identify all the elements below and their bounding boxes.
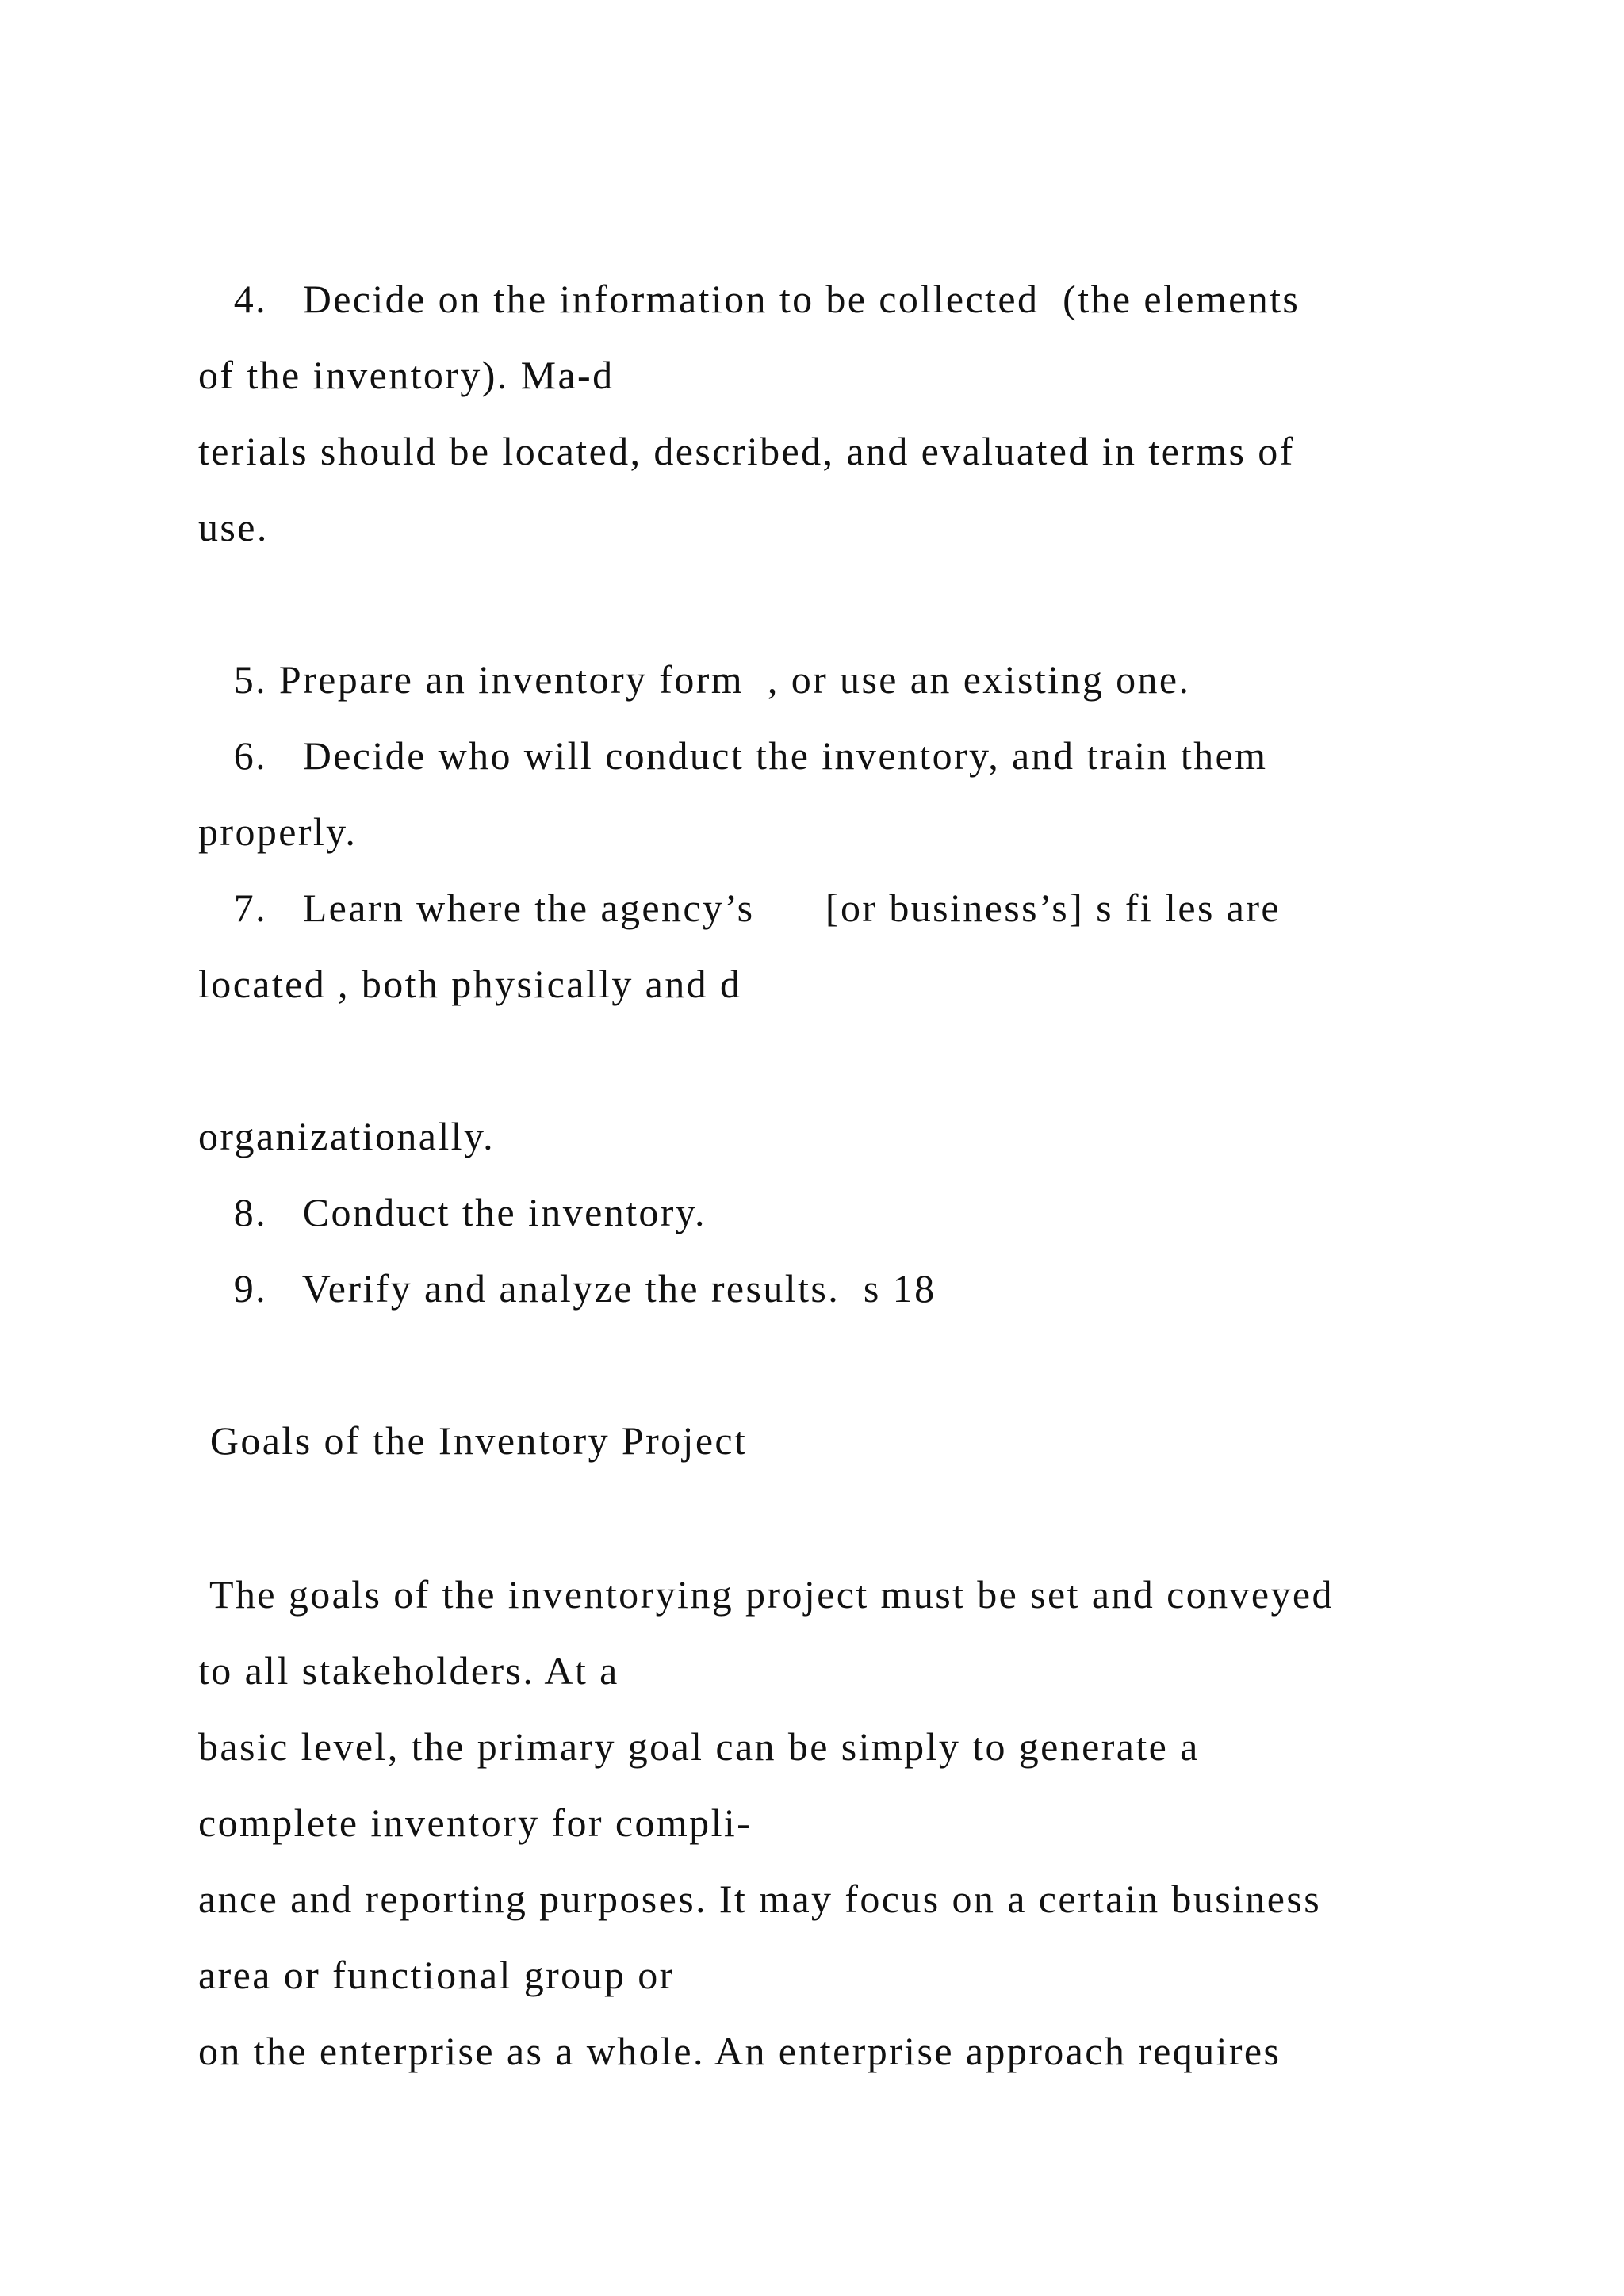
text-line: 5. Prepare an inventory form , or use an existing one. <box>198 657 1191 702</box>
text-line: 6. Decide who will conduct the inventory, and train them <box>198 733 1268 778</box>
text-line: complete inventory for compli- <box>198 1800 753 1845</box>
text-line: properly. <box>198 809 358 854</box>
text-line: area or functional group or <box>198 1953 675 1997</box>
text-line: The goals of the inventorying project must be set and conveyed <box>198 1572 1334 1617</box>
text-line: on the enterprise as a whole. An enterprise approach requires <box>198 2029 1281 2073</box>
text-line: organizationally. <box>198 1114 496 1158</box>
text-line: basic level, the primary goal can be simply to generate a <box>198 1724 1200 1769</box>
text-line: use. <box>198 505 269 549</box>
text-line: 7. Learn where the agency’s [or business’s] s fi les are <box>198 886 1281 930</box>
text-line: to all stakeholders. At a <box>198 1648 619 1693</box>
text-line: 8. Conduct the inventory. <box>198 1190 707 1234</box>
text-line: terials should be located, described, and evaluated in terms of <box>198 429 1295 473</box>
text-line: ance and reporting purposes. It may focus on a certain business <box>198 1877 1322 1921</box>
text-line: located , both physically and d <box>198 962 742 1006</box>
text-line: of the inventory). Ma-d <box>198 353 615 397</box>
section-heading: Goals of the Inventory Project <box>198 1418 748 1463</box>
text-line: 9. Verify and analyze the results. s 18 <box>198 1266 936 1311</box>
text-line: 4. Decide on the information to be collected (the elements <box>198 277 1300 321</box>
